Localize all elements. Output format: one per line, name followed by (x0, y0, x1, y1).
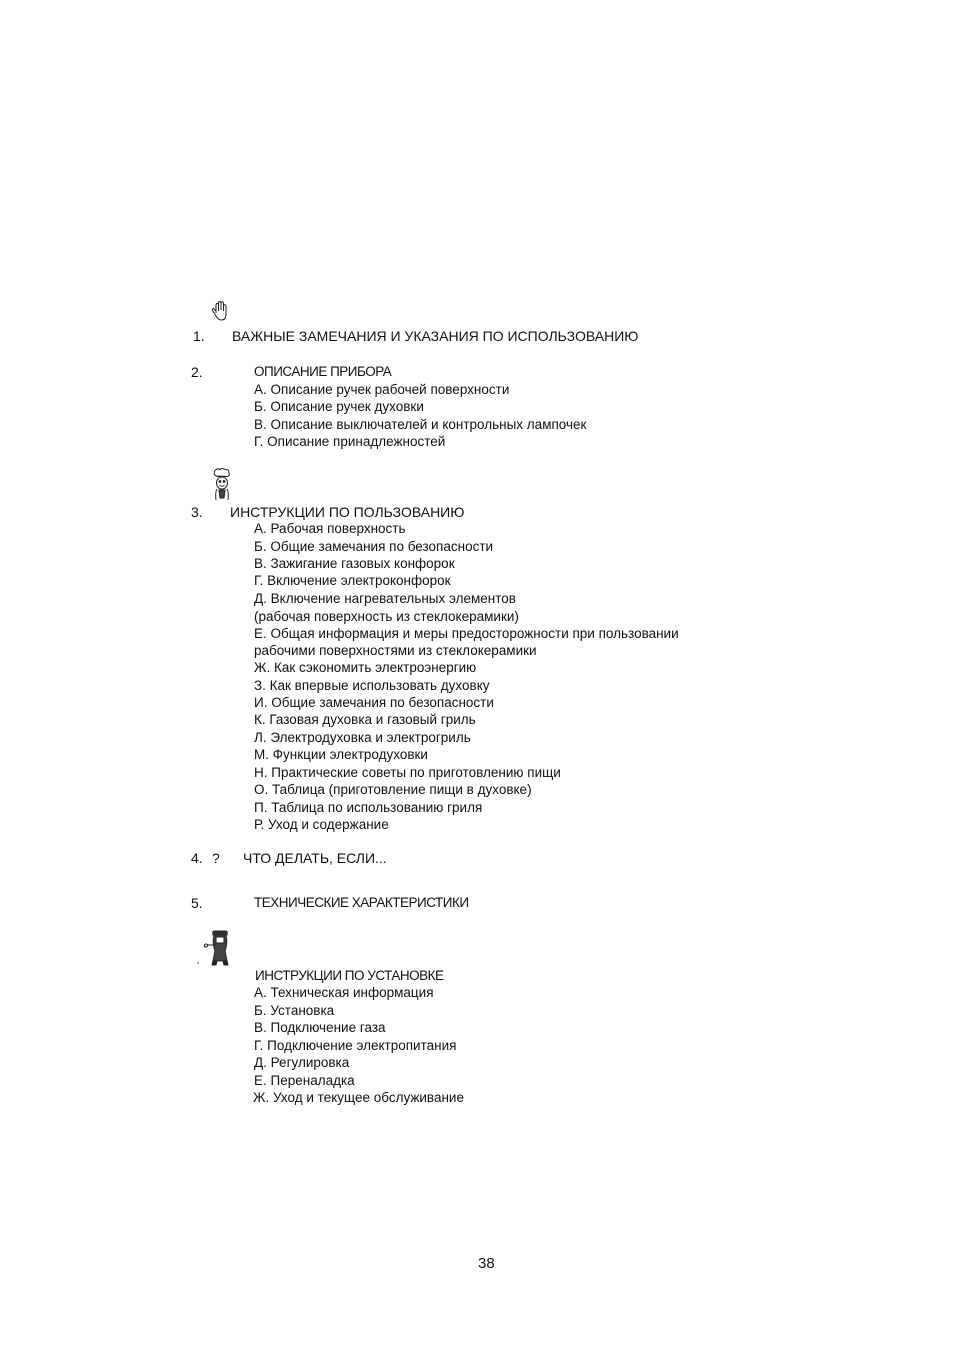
section-2-item: В. Описание выключателей и контрольных лампочек (254, 417, 587, 432)
section-3-item: Ж. Как сэкономить электроэнергию (254, 660, 477, 675)
install-item: Б. Установка (254, 1003, 335, 1018)
install-item: А. Техническая информация (254, 985, 434, 1000)
section-3-item: К. Газовая духовка и газовый гриль (254, 712, 476, 727)
section-3-title: ИНСТРУКЦИИ ПО ПОЛЬЗОВАНИЮ (230, 504, 465, 520)
section-2-number: 2. (191, 364, 203, 380)
section-3-item: Г. Включение электроконфорок (254, 573, 451, 588)
hand-icon (211, 300, 231, 322)
install-item: В. Подключение газа (254, 1020, 386, 1035)
section-3-item: М. Функции электродуховки (254, 747, 428, 762)
section-3-item: Б. Общие замечания по безопасности (254, 539, 494, 554)
section-3-item: (рабочая поверхность из стеклокерамики) (254, 609, 519, 624)
section-3-item: З. Как впервые использовать духовку (254, 678, 490, 693)
section-4-title: ЧТО ДЕЛАТЬ, ЕСЛИ... (243, 850, 387, 866)
section-3-item: Р. Уход и содержание (254, 817, 389, 832)
section-3-item: рабочими поверхностями из стеклокерамики (254, 643, 537, 658)
installer-icon (196, 929, 236, 967)
page-number: 38 (478, 1255, 495, 1272)
section-3-number: 3. (191, 504, 203, 520)
section-1-number: 1. (193, 328, 205, 344)
section-3-item: П. Таблица по использованию гриля (254, 800, 483, 815)
install-item: Е. Переналадка (254, 1073, 355, 1088)
section-3-item: И. Общие замечания по безопасности (254, 695, 494, 710)
section-3-item: Д. Включение нагревательных элементов (254, 591, 516, 606)
install-item: Ж. Уход и текущее обслуживание (253, 1090, 464, 1105)
section-5-title: ТЕХНИЧЕСКИЕ ХАРАКТЕРИСТИКИ (254, 895, 469, 910)
section-2-item: Б. Описание ручек духовки (254, 399, 424, 414)
section-3-item: Н. Практические советы по приготовлению пищи (254, 765, 561, 780)
section-2-item: Г. Описание принадлежностей (254, 434, 446, 449)
chef-icon (210, 467, 234, 501)
section-3-item: Е. Общая информация и меры предосторожности при пользовании (254, 626, 679, 641)
section-4-number: 4. (191, 850, 203, 866)
section-3-item: А. Рабочая поверхность (254, 521, 406, 536)
section-3-item: В. Зажигание газовых конфорок (254, 556, 455, 571)
install-item: Д. Регулировка (254, 1055, 350, 1070)
section-2-title: ОПИСАНИЕ ПРИБОРА (254, 364, 392, 379)
section-4-question-mark: ? (212, 850, 220, 866)
install-title: ИНСТРУКЦИИ ПО УСТАНОВКЕ (255, 968, 444, 983)
section-1-title: ВАЖНЫЕ ЗАМЕЧАНИЯ И УКАЗАНИЯ ПО ИСПОЛЬЗОВАНИЮ (232, 328, 639, 344)
section-5-number: 5. (191, 895, 203, 911)
section-3-item: Л. Электродуховка и электрогриль (254, 730, 471, 745)
section-3-item: О. Таблица (приготовление пищи в духовке) (254, 782, 532, 797)
install-item: Г. Подключение электропитания (254, 1038, 457, 1053)
section-2-item: А. Описание ручек рабочей поверхности (254, 382, 510, 397)
